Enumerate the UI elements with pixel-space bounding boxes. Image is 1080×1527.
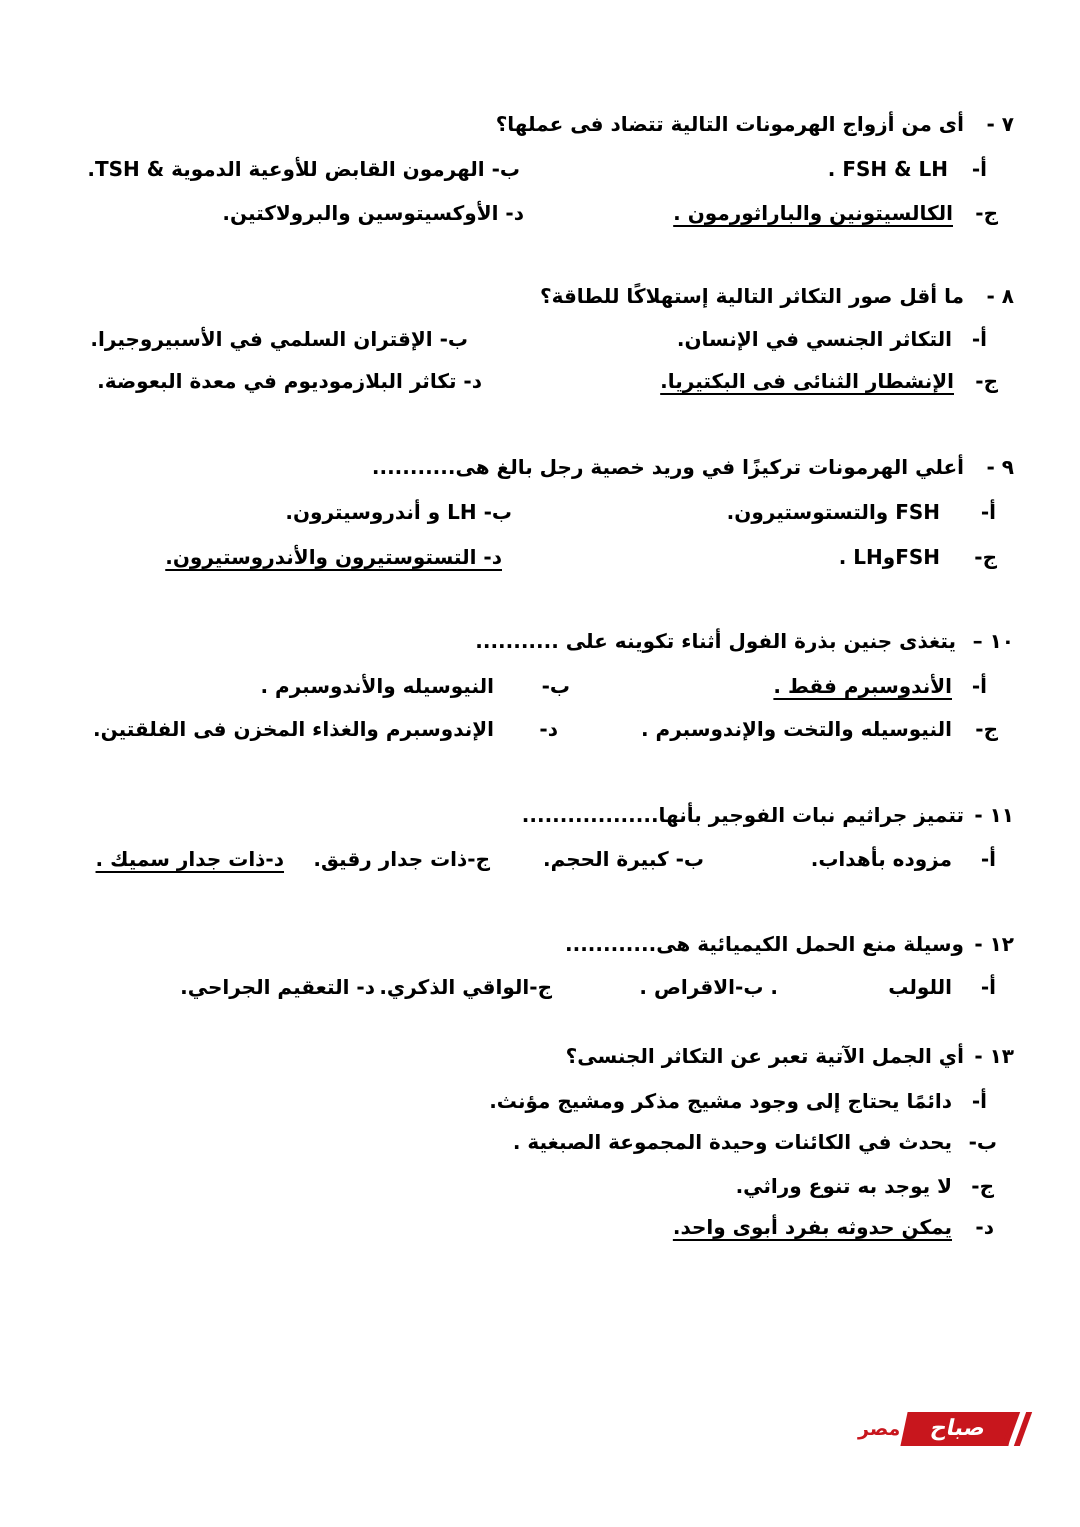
q8-option-a-label: أ- [971, 327, 987, 351]
q12-number: ١٢ - [974, 932, 1014, 956]
q7-option-d: د- الأوكسيتوسين والبرولاكتين. [222, 201, 524, 225]
q13-option-b-label: ب- [968, 1130, 997, 1154]
q12-option-a-label: أ- [980, 975, 996, 999]
q9-option-b: ب- LH و أندروسيترون. [285, 500, 512, 524]
q7-text: أى من أزواج الهرمونات التالية تتضاد فى عملها؟ [495, 112, 964, 136]
q9-option-a: FSH والتستوستيرون. [726, 500, 940, 524]
q11-option-a: مزوده بأهداب. [810, 847, 952, 871]
q8-option-c: الإنشطار الثنائى فى البكتيريا. [660, 369, 954, 393]
q9-text: أعلي الهرمونات تركيزًا في وريد خصية رجل بالغ هى........... [371, 455, 964, 479]
q13-option-c-label: ج- [971, 1174, 994, 1198]
q10-text: يتغذى جنين بذرة الفول أثناء تكوينه على ........... [475, 629, 956, 653]
q11-option-b: ب- كبيرة الحجم. [542, 847, 704, 871]
q8-option-a: التكاثر الجنسي في الإنسان. [676, 327, 952, 351]
q10-option-b-label: ب- [541, 674, 570, 698]
q8-text: ما أقل صور التكاثر التالية إستهلاكًا للطاقة؟ [539, 284, 964, 308]
q9-option-d: د- التستوستيرون والأندروستيرون. [165, 545, 502, 569]
q11-number: ١١ - [974, 803, 1014, 827]
q10-option-a: الأندوسبرم فقط . [773, 674, 952, 698]
q13-option-d-label: د- [975, 1215, 994, 1239]
q7-number: ٧ - [986, 112, 1014, 136]
q10-option-c: النيوسيله والتخت والإندوسبرم . [641, 717, 952, 741]
q13-option-a: دائمًا يحتاج إلى وجود مشيج مذكر ومشيج مؤنث. [489, 1089, 952, 1113]
q8-option-b: ب- الإقتران السلمي في الأسبيروجيرا. [90, 327, 468, 351]
logo-sub-text: مصر [858, 1418, 901, 1440]
q7-option-a-label: أ- [971, 157, 987, 181]
q9-option-a-label: أ- [980, 500, 996, 524]
q9-option-c: FSHوLH . [838, 545, 940, 569]
q12-option-c: ج-الواقي الذكري. [379, 975, 552, 999]
q7-option-b: ب- الهرمون القابض للأوعية الدموية & TSH. [87, 157, 520, 181]
q12-option-d: د- التعقيم الجراحي. [180, 975, 375, 999]
q7-option-c: الكالسيتونين والباراثورمون . [673, 201, 953, 225]
q12-option-b: . ب-الاقراص . [639, 975, 778, 999]
q11-option-c: ج-ذات جدار رقيق. [313, 847, 490, 871]
q13-number: ١٣ - [974, 1044, 1014, 1068]
q9-option-c-label: ج- [974, 545, 997, 569]
q13-text: أي الجمل الآتية تعبر عن التكاثر الجنسى؟ [565, 1044, 964, 1068]
q10-option-d: الإندوسبرم والغذاء المخزن فى الفلقتين. [92, 717, 494, 741]
q12-text: وسيلة منع الحمل الكيميائية هى............ [565, 932, 964, 956]
q13-option-d: يمكن حدوثه بفرد أبوى واحد. [672, 1215, 952, 1239]
q11-text: تتميز جراثيم نبات الفوجير بأنها.................. [521, 803, 964, 827]
q10-number: ١٠ – [972, 629, 1014, 653]
q11-option-a-label: أ- [980, 847, 996, 871]
sabah-masr-logo [858, 1408, 1030, 1450]
q13-option-b: يحدث في الكائنات وحيدة المجموعة الصبغية . [512, 1130, 952, 1154]
q8-number: ٨ - [986, 284, 1014, 308]
q7-option-a: FSH & LH . [827, 157, 948, 181]
q7-option-c-label: ج- [975, 201, 998, 225]
q8-option-d: د- تكاثر البلازموديوم في معدة البعوضة. [97, 369, 482, 393]
q13-option-c: لا يوجد به تنوع وراثي. [735, 1174, 952, 1198]
q12-option-a: اللولب [888, 975, 952, 999]
q10-option-d-label: د- [539, 717, 558, 741]
logo-name-box: صباح [900, 1412, 1015, 1446]
q9-number: ٩ - [986, 455, 1014, 479]
q8-option-c-label: ج- [975, 369, 998, 393]
q13-option-a-label: أ- [971, 1089, 987, 1113]
q10-option-c-label: ج- [975, 717, 998, 741]
q10-option-b: النيوسيله والأندوسبرم . [260, 674, 494, 698]
q11-option-d: د-ذات جدار سميك . [95, 847, 284, 871]
q10-option-a-label: أ- [971, 674, 987, 698]
